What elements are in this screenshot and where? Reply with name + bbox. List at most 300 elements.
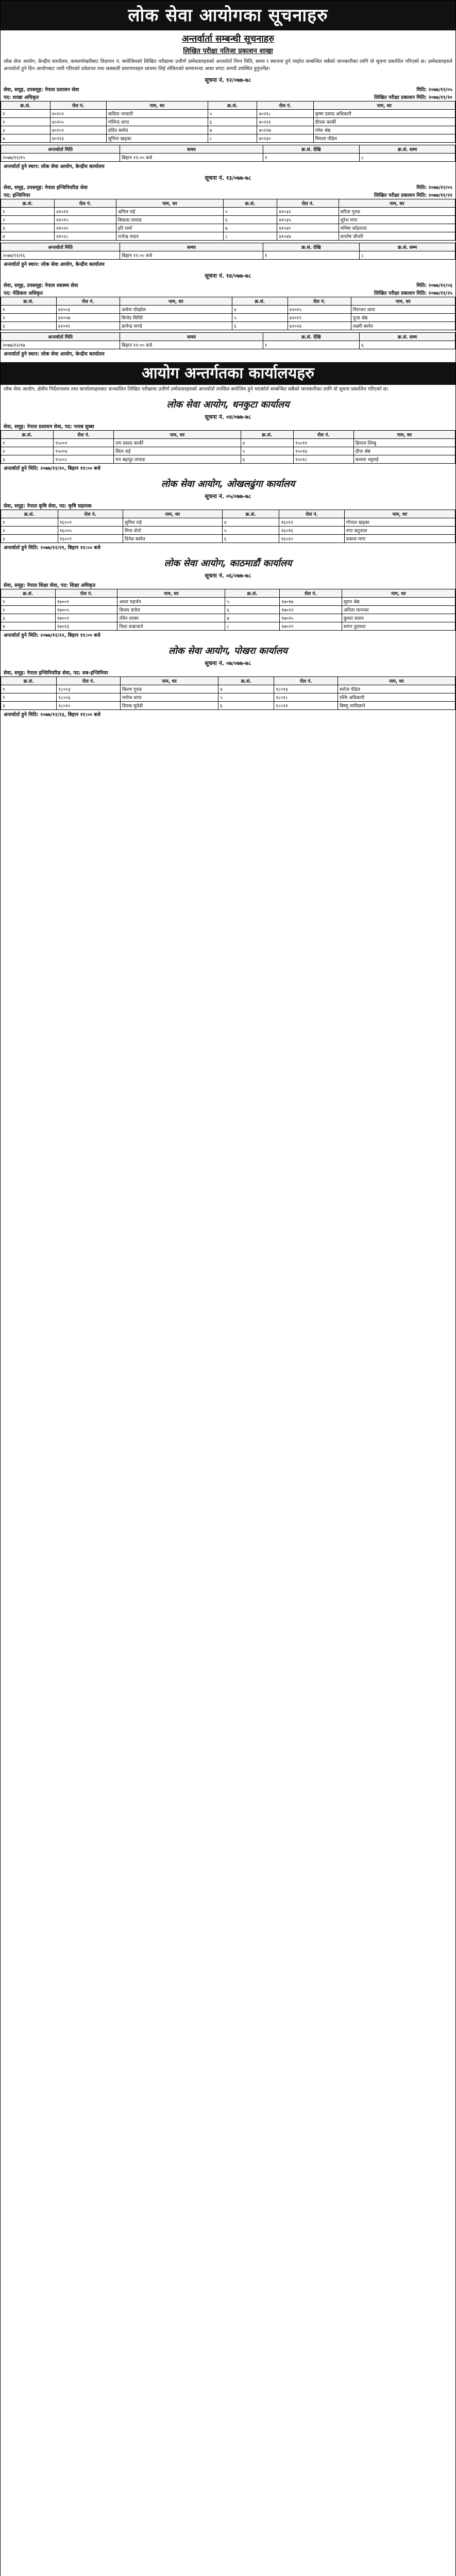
table-cell: ४०२०५ — [50, 118, 106, 126]
table-cell: सरोज पौडेल — [338, 685, 455, 693]
table-header-row — [1, 297, 455, 306]
interview-place: अन्तर्वार्ता हुने स्थान: लोक सेवा आयोग, केन्द्रीय कार्यालय — [4, 351, 105, 357]
table-cell: ४०२०९ — [50, 126, 106, 134]
sub-title: लिखित परीक्षा नतिजा प्रकाशन शाखा — [183, 47, 273, 55]
table-cell: सुनिता खड्का — [106, 134, 208, 143]
table-cell: कृष्ण प्रसाद अधिकारी — [313, 110, 455, 118]
office-title: लोक सेवा आयोग, ओखलढुंगा कार्यालय — [161, 479, 295, 489]
table-cell: १६०१२ — [279, 518, 344, 527]
column-header: क्र.सं. — [208, 101, 257, 110]
column-header: रोल नं. — [274, 677, 338, 685]
interview-place: अन्तर्वार्ता हुने स्थान: लोक सेवा आयोग, केन्द्रीय कार्यालय — [4, 164, 105, 170]
notice-meta-row — [1, 93, 455, 101]
table-row — [1, 606, 455, 614]
table-cell: १ — [1, 110, 50, 118]
column-header: क्र.सं. — [223, 199, 277, 208]
table-cell: किरण गुरुङ — [120, 685, 218, 693]
column-header: नाम, थर — [117, 589, 225, 598]
roll-table — [1, 510, 455, 543]
table-row — [1, 110, 455, 118]
column-header: अन्तर्वार्ता मिति — [1, 145, 120, 154]
date-text: मिति: २०७७/१२/०६ — [416, 283, 452, 289]
table-cell: ६ — [360, 341, 455, 349]
table-cell: १६००९ — [58, 535, 123, 543]
table-row — [1, 134, 455, 143]
table-row — [1, 314, 455, 322]
table-cell: ६ — [232, 322, 288, 330]
table-cell: १५००४ — [54, 447, 114, 455]
notice-number: सूचना नं. ०५/०७७-७८ — [205, 493, 251, 500]
table-cell: ४२०११ — [56, 322, 120, 330]
table-row — [1, 518, 455, 527]
table-cell: २०७७/१२/१५ — [1, 154, 120, 162]
table-cell: रुपा कटुवाल — [344, 527, 455, 535]
interview-date: अन्तर्वार्ता हुने मिति: २०७७/१२/२०, बिहान ११:०० बजे — [4, 466, 100, 471]
roll-table — [1, 297, 455, 330]
table-header-row — [1, 510, 455, 518]
table-cell: ४२००७ — [56, 314, 120, 322]
table-cell: १ — [263, 154, 359, 162]
column-header: क्र.सं. देखि — [263, 333, 359, 341]
table-cell: ३ — [1, 224, 55, 232]
table-cell: ४ — [232, 306, 288, 314]
table-cell: निशा बज्राचार्य — [117, 622, 225, 631]
column-header: रोल नं. — [57, 677, 121, 685]
service-text: सेवा, समूह: नेपाल शिक्षा सेवा, पद: शिक्षा अधिकृत — [4, 583, 96, 588]
table-cell: ७ — [208, 126, 257, 134]
notice-number: सूचना नं. ०७/०७७-७८ — [205, 660, 251, 667]
roll-table — [1, 199, 455, 241]
table-cell: १५००१ — [54, 439, 114, 447]
table-cell: १५०११ — [293, 439, 353, 447]
column-header: नाम, थर — [114, 431, 241, 439]
interview-place: अन्तर्वार्ता हुने स्थान: लोक सेवा आयोग, केन्द्रीय कार्यालय — [4, 262, 105, 267]
table-cell: २ — [1, 314, 57, 322]
table-cell: गोपाल खड्का — [344, 518, 455, 527]
column-header: नाम, थर — [120, 677, 218, 685]
table-cell: सुनिल राई — [123, 518, 222, 527]
column-header: रोल नं. — [277, 199, 339, 208]
date-text: मिति: २०७७/१२/०५ — [416, 87, 452, 93]
table-cell: ४ — [1, 622, 56, 631]
table-cell: १८०१८ — [274, 693, 338, 702]
table-cell: ८ — [360, 154, 455, 162]
table-cell: ३ — [1, 455, 54, 464]
table-cell: २ — [1, 527, 58, 535]
column-header: नाम, थर — [120, 297, 232, 306]
table-cell: प्रकाश मगर — [344, 535, 455, 543]
notice-number: सूचना नं. ०४/०७७-७८ — [205, 414, 251, 420]
table-cell: ४ — [1, 134, 50, 143]
post-text: पद: शाखा अधिकृत — [4, 95, 39, 100]
table-cell: मिना शेर्पा — [123, 527, 222, 535]
column-header: क्र.सं. — [225, 589, 280, 598]
offices-container — [1, 394, 455, 720]
column-header: क्र.सं. — [232, 297, 288, 306]
table-cell: १८०२२ — [274, 702, 338, 710]
column-header: रोल नं. — [54, 431, 114, 439]
table-header-row — [1, 677, 455, 685]
column-header: क्र.सं. सम्म — [360, 243, 455, 251]
table-cell: पूजा श्रेष्ठ — [351, 314, 455, 322]
table-cell: ८ — [208, 134, 257, 143]
table-cell: २ — [1, 606, 56, 614]
column-header: समय — [120, 145, 263, 154]
table-cell: अनिल राई — [116, 208, 223, 216]
table-cell: कमला भट्टराई — [353, 455, 455, 464]
table-cell: लक्ष्मी बस्नेत — [351, 322, 455, 330]
notice-block — [1, 172, 455, 269]
table-cell: ४०२१८ — [257, 110, 313, 118]
table-row — [1, 598, 455, 606]
roll-table — [1, 101, 455, 143]
table-cell: ४२०२४ — [288, 322, 351, 330]
intro-text: लोक सेवा आयोग, केन्द्रीय कार्यालय, कमलपोखरीबाट विज्ञापन नं. बमोजिमको लिखित परीक्षामा उत्तीर्ण उम्मेदवारहरुको अन्तर्वार्ता निम्न मिति, समय र स्थानमा हुने व्यहोरा सम्बन्धित सबैको जानकारीका लागि यो सूचना प्रकाशित गरिएको छ। उम्मेदवारहरुले अन्तर्वार्ता हुने दिन आयोगबाट जारी गरिएको प्रवेशपत्र तथा सक्कली प्रमाणपत्रहरु साथमा लिई तोकिएको समयभन्दा आधा घण्टा अगावै उपस्थित हुनुपर्नेछ। — [4, 59, 452, 72]
table-cell: २ — [1, 693, 57, 702]
column-header: क्र.सं. — [1, 101, 50, 110]
table-row — [1, 126, 455, 134]
table-cell: २ — [1, 216, 55, 224]
column-header: रोल नं. — [293, 431, 353, 439]
table-cell: आशा महर्जन — [117, 598, 225, 606]
table-row — [1, 154, 455, 162]
table-cell: मनिषा कोइराला — [339, 224, 455, 232]
table-cell: १ — [1, 306, 57, 314]
table-cell: ४०२१३ — [50, 134, 106, 143]
table-cell: ४१०४४ — [277, 232, 339, 241]
table-cell: २ — [1, 118, 50, 126]
table-row — [1, 306, 455, 314]
column-header: समय — [120, 243, 263, 251]
table-row — [1, 322, 455, 330]
table-cell: दीपा श्रेष्ठ — [353, 447, 455, 455]
office-block — [1, 553, 455, 640]
service-text: सेवा, समूह: नेपाल कृषि सेवा, पद: कृषि सहायक — [4, 503, 92, 509]
table-cell: ३ — [1, 535, 58, 543]
column-header: नाम, थर — [339, 199, 455, 208]
roll-table — [1, 145, 455, 162]
table-row — [1, 439, 455, 447]
post-text: पद: मेडिकल अधिकृत — [4, 291, 43, 296]
interview-date: अन्तर्वार्ता हुने मिति: २०७७/१२/२२, बिहान ११:०० बजे — [4, 633, 100, 638]
roll-table — [1, 676, 455, 710]
notice-number: सूचना नं. १४/०७७-७८ — [205, 273, 251, 279]
roll-table — [1, 589, 455, 631]
table-cell: बिनोद घिमिरे — [120, 314, 232, 322]
column-header: क्र.सं. — [1, 589, 56, 598]
table-cell: ४०२२१ — [257, 118, 313, 126]
table-cell: १८००६ — [57, 693, 121, 702]
table-cell: दिपक सुवेदी — [120, 702, 218, 710]
column-header: अन्तर्वार्ता मिति — [1, 333, 120, 341]
notice-meta-row — [1, 289, 455, 297]
page-banner: लोक सेवा आयोगका सूचनाहरु — [1, 1, 455, 30]
column-header: नाम, थर — [338, 677, 455, 685]
table-cell: ४ — [222, 518, 279, 527]
table-row — [1, 455, 455, 464]
column-header: नाम, थर — [313, 101, 455, 110]
table-cell: १ — [263, 251, 359, 260]
table-row — [1, 118, 455, 126]
table-cell: सिता राई — [114, 447, 241, 455]
table-cell: ४१०४० — [277, 224, 339, 232]
table-cell: ६ — [218, 702, 274, 710]
table-cell: ४१०३५ — [277, 216, 339, 224]
column-header: नाम, थर — [342, 589, 455, 598]
table-cell: १७००५ — [55, 606, 117, 614]
table-cell: हरि शर्मा — [116, 224, 223, 232]
table-cell: बिकास तामाङ — [116, 216, 223, 224]
table-cell: मन बहादुर तामाङ — [114, 455, 241, 464]
table-cell: ४१०३२ — [277, 208, 339, 216]
org-title: अन्तर्वार्ता सम्बन्धी सूचनाहरु — [181, 33, 275, 44]
column-header: क्र.सं. — [1, 199, 55, 208]
roll-table — [1, 430, 455, 464]
notice-meta-row — [1, 281, 455, 289]
table-cell: ८ — [360, 251, 455, 260]
table-cell: मनोज थापा — [120, 693, 218, 702]
column-header: क्र.सं. देखि — [263, 243, 359, 251]
column-header: क्र.सं. — [1, 297, 57, 306]
publish-date-text: लिखित परीक्षा प्रकाशन मिति: २०७७/११/२५ — [374, 291, 452, 296]
table-header-row — [1, 199, 455, 208]
table-cell: ८ — [225, 622, 280, 631]
column-header: नाम, थर — [353, 431, 455, 439]
table-cell: रविन शाक्य — [117, 614, 225, 622]
service-text: सेवा, समूह: नेपाल प्रशासन सेवा, पद: नायब सुब्बा — [4, 424, 94, 430]
table-cell: बिहान ११:०० बजे — [120, 154, 263, 162]
table-cell: ५ — [222, 527, 279, 535]
table-cell: ३ — [1, 126, 50, 134]
table-row — [1, 527, 455, 535]
table-cell: २ — [1, 447, 54, 455]
table-cell: ४१०११ — [55, 208, 116, 216]
table-cell: १७०२१ — [280, 606, 342, 614]
table-cell: हिमाल लिम्बु — [353, 439, 455, 447]
notice-number: सूचना नं. १२/०७७-७८ — [205, 77, 251, 83]
table-cell: १७०१७ — [280, 598, 342, 606]
column-header: क्र.सं. — [222, 510, 279, 518]
table-cell: ५ — [241, 447, 293, 455]
table-cell: बिहान ११:०० बजे — [120, 341, 263, 349]
table-cell: १५००८ — [54, 455, 114, 464]
office-block — [1, 640, 455, 720]
notice-number: सूचना नं. ०६/०७७-७८ — [205, 572, 251, 579]
table-cell: ४२०१९ — [288, 314, 351, 322]
table-cell: ३ — [1, 702, 57, 710]
column-header: रोल नं. — [279, 510, 344, 518]
table-cell: अनिता मानन्धर — [342, 606, 455, 614]
table-cell: ५ — [232, 314, 288, 322]
table-row — [1, 702, 455, 710]
section-banner: आयोग अन्तर्गतका कार्यालयहरु — [1, 362, 455, 385]
table-cell: ७ — [225, 614, 280, 622]
table-cell: सागर तुलाधर — [342, 622, 455, 631]
table-cell: १ — [1, 598, 56, 606]
notices-container — [1, 74, 455, 359]
table-row — [1, 614, 455, 622]
table-cell: ५ — [223, 208, 277, 216]
office-title: लोक सेवा आयोग, काठमाडौं कार्यालय — [164, 558, 292, 569]
table-cell: ६ — [208, 118, 257, 126]
column-header: समय — [120, 333, 263, 341]
column-header: क्र.सं. — [1, 431, 54, 439]
table-cell: रश्मि अधिकारी — [338, 693, 455, 702]
table-cell: ४२००३ — [56, 306, 120, 314]
table-cell: दीपक कार्की — [313, 118, 455, 126]
table-cell: १७०२५ — [280, 614, 342, 622]
column-header: क्र.सं. — [1, 677, 57, 685]
table-cell: विमला पौडेल — [313, 134, 455, 143]
table-cell: ८ — [223, 232, 277, 241]
publish-date-text: लिखित परीक्षा प्रकाशन मिति: २०७७/११/२२ — [374, 193, 452, 198]
table-cell: १६०२० — [279, 535, 344, 543]
table-row — [1, 447, 455, 455]
table-cell: ४२०१५ — [288, 306, 351, 314]
table-cell: बिष्णु लामिछाने — [338, 702, 455, 710]
table-header-row — [1, 431, 455, 439]
table-cell: निराजन थापा — [351, 306, 455, 314]
column-header: क्र.सं. देखि — [263, 145, 359, 154]
column-header: क्र.सं. सम्म — [360, 333, 455, 341]
table-row — [1, 232, 455, 241]
column-header: नाम, थर — [123, 510, 222, 518]
table-cell: राजेन्द्र यादव — [116, 232, 223, 241]
office-block — [1, 473, 455, 553]
interview-date: अन्तर्वार्ता हुने मिति: २०७७/१२/२१, बिहान ११:०० बजे — [4, 545, 100, 551]
table-cell: १७००१ — [55, 598, 117, 606]
publish-date-text: लिखित परीक्षा प्रकाशन मिति: २०७७/११/२० — [374, 95, 452, 100]
table-cell: १ — [263, 341, 359, 349]
table-row — [1, 685, 455, 693]
table-cell: कुमार प्रधान — [342, 614, 455, 622]
column-header: रोल नं. — [58, 510, 123, 518]
column-header: रोल नं. — [55, 589, 117, 598]
table-cell: सुमन श्रेष्ठ — [342, 598, 455, 606]
column-header: रोल नं. — [280, 589, 342, 598]
table-cell: सरिता गुरुङ — [339, 208, 455, 216]
notice-block — [1, 74, 455, 172]
notice-number: सूचना नं. १३/०७७-७८ — [205, 175, 251, 181]
table-cell: १ — [1, 685, 57, 693]
table-cell: २०७७/१२/१७ — [1, 341, 120, 349]
table-cell: ४१०२० — [55, 224, 116, 232]
table-cell: ४ — [241, 439, 293, 447]
table-cell: ४०२३० — [257, 134, 313, 143]
table-cell: १५०१४ — [293, 447, 353, 455]
column-header: रोल नं. — [56, 297, 120, 306]
service-text: सेवा, समूह, उपसमूह: नेपाल प्रशासन सेवा — [4, 87, 79, 93]
table-header-row — [1, 145, 455, 154]
service-text: सेवा, समूह, उपसमूह: नेपाल स्वास्थ्य सेवा — [4, 283, 78, 289]
office-title: लोक सेवा आयोग, धनकुटा कार्यालय — [166, 399, 290, 410]
table-cell: ५ — [208, 110, 257, 118]
table-row — [1, 224, 455, 232]
table-cell: राम प्रसाद कार्की — [114, 439, 241, 447]
section-intro: लोक सेवा आयोग, क्षेत्रीय निर्देशनालय तथा कार्यालयहरुबाट सञ्चालित लिखित परीक्षामा उत्तीर्ण उम्मेदवारहरुको अन्तर्वार्ता तपसिल बमोजिम हुने भएकोले सम्बन्धित सबैको जानकारीका लागि यो सूचना प्रकाशित गरिएको छ। — [4, 386, 389, 392]
table-cell: ४०२०२ — [50, 110, 106, 118]
table-cell: १ — [1, 439, 54, 447]
table-row — [1, 693, 455, 702]
column-header: क्र.सं. सम्म — [360, 145, 455, 154]
table-cell: ३ — [1, 614, 56, 622]
service-text: सेवा, समूह: नेपाल इन्जिनियरिङ सेवा, पद: सब-इन्जिनियर — [4, 670, 108, 676]
column-header: रोल नं. — [288, 297, 351, 306]
table-cell: १ — [1, 518, 58, 527]
table-header-row — [1, 101, 455, 110]
table-cell: दिनेश बस्नेत — [123, 535, 222, 543]
table-cell: १८०१० — [57, 702, 121, 710]
table-header-row — [1, 243, 455, 251]
table-cell: ४१०२८ — [55, 232, 116, 241]
table-cell: ६ — [222, 535, 279, 543]
roll-table — [1, 243, 455, 260]
interview-date: अन्तर्वार्ता हुने मिति: २०७७/१२/२३, बिहान ११:०० बजे — [4, 712, 100, 718]
office-block — [1, 394, 455, 473]
column-header: अन्तर्वार्ता मिति — [1, 243, 120, 251]
table-cell: ५ — [225, 598, 280, 606]
service-text: सेवा, समूह, उपसमूह: नेपाल इन्जिनियरिङ सेवा — [4, 185, 88, 191]
roll-table — [1, 332, 455, 349]
table-cell: सन्तोष चौधरी — [339, 232, 455, 241]
column-header: क्र.सं. — [241, 431, 293, 439]
table-cell: ५ — [218, 693, 274, 702]
table-cell: १७०१३ — [55, 622, 117, 631]
table-cell: ३ — [1, 322, 57, 330]
table-cell: १ — [1, 208, 55, 216]
table-cell: ४ — [1, 232, 55, 241]
table-row — [1, 216, 455, 224]
notice-meta-row — [1, 191, 455, 199]
table-row — [1, 535, 455, 543]
table-row — [1, 251, 455, 260]
column-header: क्र.सं. — [218, 677, 274, 685]
table-cell: ४१०१५ — [55, 216, 116, 224]
table-cell: ६ — [223, 216, 277, 224]
table-cell: १७०२९ — [280, 622, 342, 631]
table-cell: कविता भण्डारी — [106, 110, 208, 118]
table-cell: १६००५ — [58, 527, 123, 535]
table-cell: सुरेश मगर — [339, 216, 455, 224]
table-cell: ६ — [241, 455, 293, 464]
post-text: पद: इन्जिनियर — [4, 193, 30, 198]
table-cell: ज्ञानेन्द्र पाण्डे — [120, 322, 232, 330]
table-cell: २०७७/१२/१६ — [1, 251, 120, 260]
table-cell: १८०१४ — [274, 685, 338, 693]
table-cell: १७००९ — [55, 614, 117, 622]
table-row — [1, 622, 455, 631]
column-header: रोल नं. — [55, 199, 116, 208]
column-header: रोल नं. — [257, 101, 313, 110]
table-cell: १६००२ — [58, 518, 123, 527]
office-title: लोक सेवा आयोग, पोखरा कार्यालय — [168, 646, 288, 656]
table-row — [1, 208, 455, 216]
table-cell: बिहान ११:०० बजे — [120, 251, 263, 260]
table-cell: रमेश श्रेष्ठ — [313, 126, 455, 134]
column-header: नाम, थर — [106, 101, 208, 110]
table-cell: ७ — [223, 224, 277, 232]
table-cell: ६ — [225, 606, 280, 614]
notice-meta-row — [1, 86, 455, 93]
table-cell: प्रदिप बस्नेत — [106, 126, 208, 134]
table-cell: गोविन्द थापा — [106, 118, 208, 126]
table-cell: १८००३ — [57, 685, 121, 693]
table-cell: १५०१८ — [293, 455, 353, 464]
column-header: नाम, थर — [351, 297, 455, 306]
notice-block — [1, 269, 455, 359]
table-cell: बिजय डंगोल — [117, 606, 225, 614]
table-row — [1, 341, 455, 349]
